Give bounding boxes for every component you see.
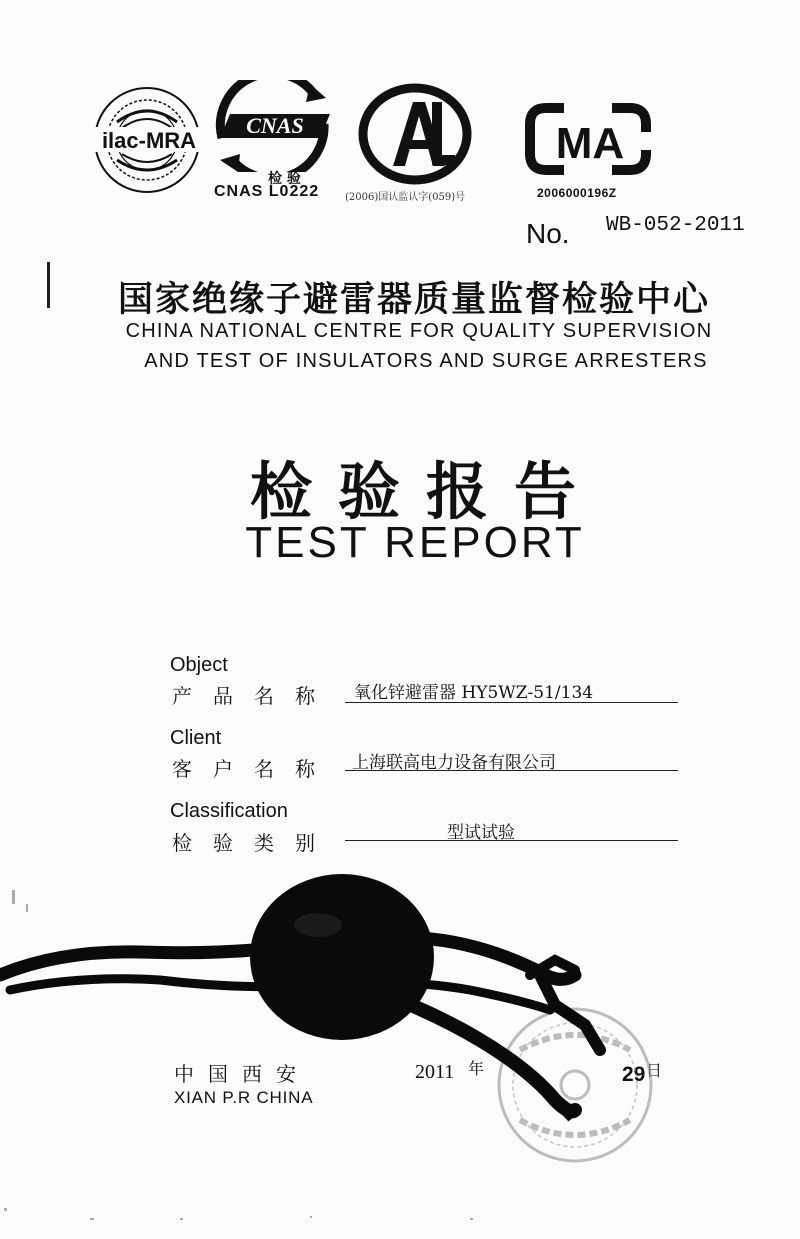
report-title-cn: 检验报告 [249, 455, 602, 528]
client-value: 上海联高电力设备有限公司 [352, 753, 556, 773]
date-day: 29 [622, 1063, 646, 1086]
classification-value: 型试试验 [447, 823, 515, 843]
classification-label-cn: 检验类别 [172, 831, 336, 855]
cma-registration: 2006000196Z [537, 186, 617, 200]
client-label-en: Client [170, 727, 222, 749]
location-en: XIAN P.R CHINA [174, 1088, 314, 1107]
object-value: 氧化锌避雷器 HY5WZ-51/134 [354, 683, 594, 703]
date-year: 2011 [415, 1061, 455, 1083]
cnas-subtitle: 检 验 [268, 171, 301, 187]
scan-specks [4, 890, 473, 1220]
cnas-registration: CNAS L0222 [214, 183, 320, 200]
wax-seal-icon [250, 874, 434, 1040]
date-day-unit: 日 [646, 1061, 663, 1080]
object-label-en: Object [170, 654, 228, 676]
center-name-en-line2: AND TEST OF INSULATORS AND SURGE ARRESTERS [144, 350, 708, 372]
ilac-mra-text: ilac-MRA [101, 128, 197, 153]
cnas-badge-text: CNAS [246, 113, 304, 138]
report-number-value: WB-052-2011 [606, 214, 745, 237]
object-label-cn: 产品名称 [172, 684, 336, 708]
cal-registration: (2006)国认监认字(059)号 [345, 192, 466, 203]
report-number-label: No. [526, 218, 570, 249]
cma-emblem-text: MA [555, 119, 625, 168]
report-title-en: TEST REPORT [245, 518, 585, 567]
client-label-cn: 客户名称 [172, 757, 336, 781]
classification-label-en: Classification [170, 800, 288, 822]
date-year-unit: 年 [468, 1059, 485, 1078]
cal-emblem-icon [355, 82, 475, 186]
center-name-cn: 国家绝缘子避雷器质量监督检验中心 [117, 280, 710, 320]
cma-emblem-icon [524, 102, 652, 176]
location-cn: 中国西安 [174, 1062, 310, 1086]
ilac-mra-seal-icon [92, 82, 210, 198]
cnas-badge-icon [214, 80, 336, 172]
center-name-en-line1: CHINA NATIONAL CENTRE FOR QUALITY SUPERVISION [125, 320, 713, 342]
